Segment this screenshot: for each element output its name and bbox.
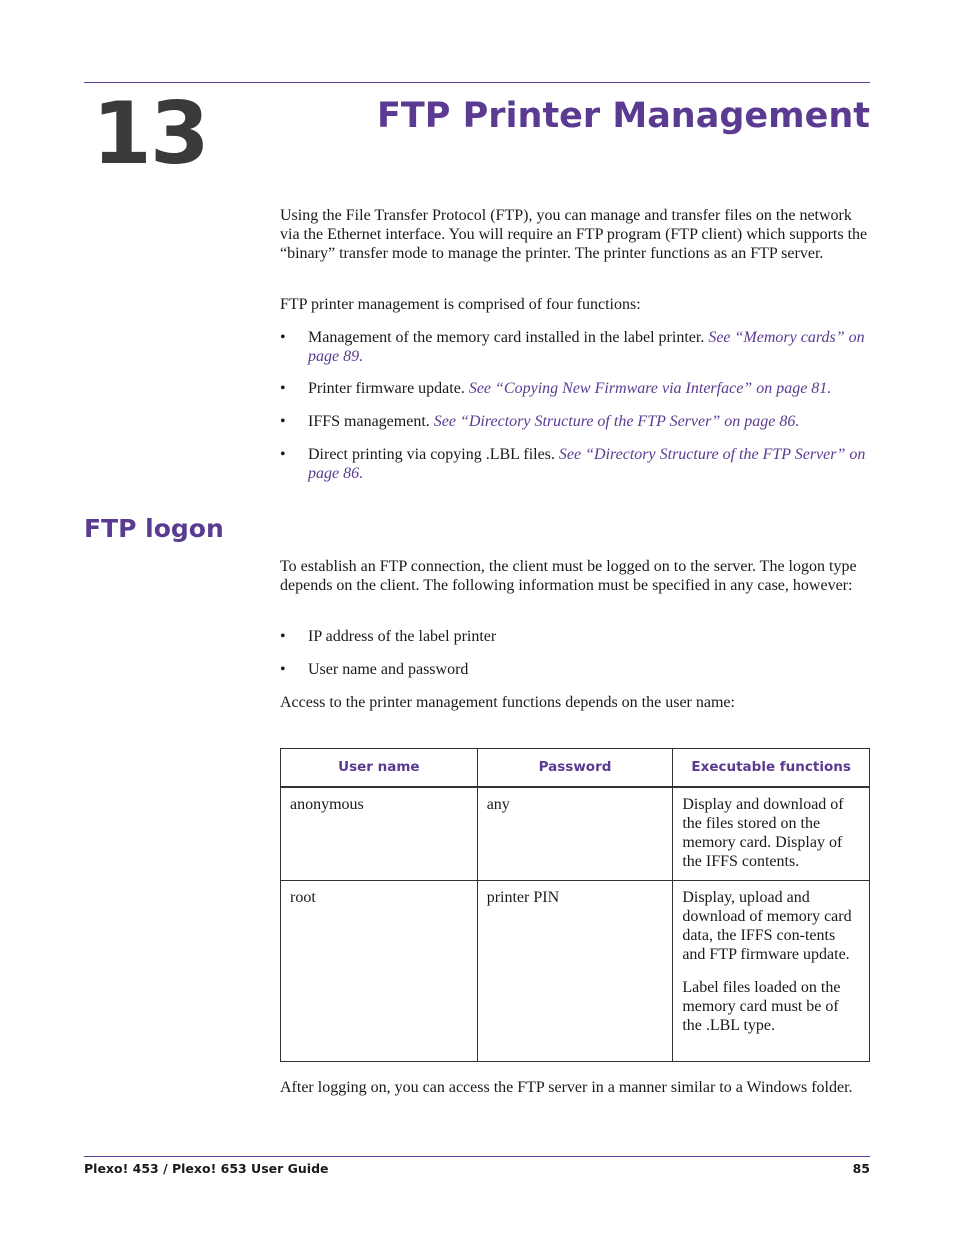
requirement-text: IP address of the label printer: [308, 628, 497, 645]
user-functions-table: [280, 748, 870, 1062]
logon-requirements-list: [280, 627, 872, 679]
cross-reference-link[interactable]: See “Directory Structure of the FTP Server” on page 86.: [433, 413, 800, 430]
table-header-row: [281, 749, 870, 788]
cross-reference-link[interactable]: See “Memory cards” on page 89.: [308, 329, 865, 365]
cross-reference-link[interactable]: See “Directory Structure of the FTP Server” on page 86.: [308, 446, 866, 482]
bullet-icon: •: [280, 628, 286, 645]
cell-functions: [673, 881, 870, 1062]
cell-user: root: [281, 881, 478, 1062]
bullet-icon: •: [280, 329, 286, 346]
column-header-user: User name: [281, 749, 478, 788]
function-text: IFFS management.: [308, 413, 434, 430]
bullet-icon: •: [280, 413, 286, 430]
cell-password: any: [477, 787, 673, 881]
list-item: [280, 379, 872, 398]
section-title: FTP logon: [84, 514, 224, 543]
intro-paragraph: [280, 206, 872, 263]
intro-text: Using the File Transfer Protocol (FTP), you can manage and transfer files on the network via the Ethernet interface. You will require an FTP program (FTP client) which supports the “binary” transfer mode to manage the printer. The printer functions as an FTP server.: [280, 207, 868, 262]
footer-guide-title: Plexo! 453 / Plexo! 653 User Guide: [84, 1161, 329, 1176]
function-text: Printer firmware update.: [308, 380, 469, 397]
access-text: Access to the printer management functions depends on the user name:: [280, 694, 735, 711]
functions-text: Display, upload and download of memory card data, the IFFS con-tents and FTP firmware update.: [682, 889, 852, 963]
list-item: [280, 412, 872, 431]
bullet-icon: •: [280, 446, 286, 463]
bullet-icon: •: [280, 661, 286, 678]
closing-paragraph: [280, 1078, 872, 1097]
function-text: Direct printing via copying .LBL files.: [308, 446, 559, 463]
page-number: 85: [852, 1161, 870, 1176]
cell-password: printer PIN: [477, 881, 673, 1062]
logon-paragraph: [280, 557, 872, 595]
functions-text: Label files loaded on the memory card must be of the .LBL type.: [682, 979, 841, 1034]
cell-user: anonymous: [281, 787, 478, 881]
logon-text: To establish an FTP connection, the client must be logged on to the server. The logon type depends on the client. The following information must be specified in any case, however:: [280, 558, 857, 594]
functions-list: [280, 328, 872, 483]
list-item: [280, 660, 872, 679]
functions-intro: [280, 295, 872, 314]
footer-rule: [84, 1156, 870, 1157]
access-paragraph: [280, 693, 872, 712]
cross-reference-link[interactable]: See “Copying New Firmware via Interface” on page 81.: [468, 380, 832, 397]
function-text: Management of the memory card installed in the label printer.: [308, 329, 709, 346]
list-item: [280, 445, 872, 483]
requirement-text: User name and password: [308, 661, 469, 678]
functions-intro-text: FTP printer management is comprised of four functions:: [280, 296, 641, 313]
column-header-password: Password: [477, 749, 673, 788]
table-row: [281, 787, 870, 881]
closing-text: After logging on, you can access the FTP server in a manner similar to a Windows folder.: [280, 1079, 853, 1096]
chapter-title: FTP Printer Management: [377, 96, 870, 136]
list-item: [280, 627, 872, 646]
column-header-functions: Executable functions: [673, 749, 870, 788]
list-item: [280, 328, 872, 366]
functions-text: Display and download of the files stored on the memory card. Display of the IFFS contents.: [682, 796, 844, 870]
cell-functions: [673, 787, 870, 881]
table-row: [281, 881, 870, 1062]
chapter-number: 13: [92, 84, 208, 184]
bullet-icon: •: [280, 380, 286, 397]
